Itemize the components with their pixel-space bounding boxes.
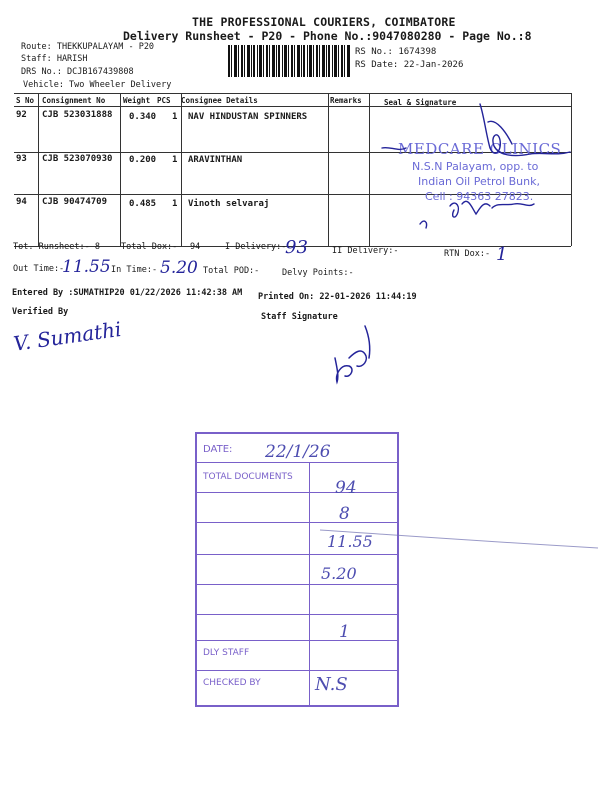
pencil-stroke — [320, 500, 600, 560]
total-dox-label: Total Dox:- — [121, 242, 178, 252]
box-stamp-runsheet-value: 8 — [339, 504, 350, 524]
box-stamp-date-label: DATE: — [203, 444, 233, 455]
table-row-sno: 92 — [16, 110, 27, 120]
runsheet-subtitle: Delivery Runsheet - P20 - Phone No.:9047080280 - Page No.:8 — [123, 29, 532, 43]
company-title: THE PROFESSIONAL COURIERS, COIMBATORE — [192, 15, 456, 29]
col-header-sno: S No — [16, 96, 35, 105]
box-stamp-divider — [197, 462, 397, 463]
vehicle-label: Vehicle: Two Wheeler Delivery — [23, 80, 172, 90]
table-row-sno: 94 — [16, 197, 27, 207]
table-col-line — [369, 93, 370, 246]
box-stamp-divider — [197, 640, 397, 641]
ii-delivery-label: II Delivery:- — [332, 246, 399, 256]
col-header-weight: Weight — [123, 96, 151, 105]
table-row-consignment: CJB 523070930 — [42, 154, 113, 164]
col-header-remarks: Remarks — [330, 96, 362, 105]
box-stamp-divider — [197, 614, 397, 615]
seal-stamp-line2: Indian Oil Petrol Bunk, — [418, 175, 540, 188]
box-stamp-rtn-value: 1 — [339, 622, 350, 642]
table-row-pcs: 1 — [172, 112, 178, 122]
box-stamp-total-docs-value: 94 — [335, 478, 357, 498]
drs-number: DRS No.: DCJB167439808 — [21, 67, 134, 77]
i-delivery-label: I Delivery:- — [225, 242, 287, 252]
out-time-handwritten: 11.55 — [62, 257, 111, 277]
table-col-line — [328, 93, 329, 246]
rs-number: RS No.: 1674398 — [355, 47, 437, 57]
rtn-dox-label: RTN Dox:- — [444, 249, 491, 259]
box-stamp-divider — [197, 670, 397, 671]
i-delivery-handwritten: 93 — [285, 237, 308, 258]
table-row-consignment: CJB 90474709 — [42, 197, 108, 207]
in-time-label: In Time:- — [111, 265, 158, 275]
in-time-handwritten: 5.20 — [160, 258, 198, 278]
table-col-line — [181, 93, 182, 246]
table-col-line — [38, 93, 39, 246]
table-row-pcs: 1 — [172, 155, 178, 165]
table-row-consignee: Vinoth selvaraj — [188, 199, 270, 209]
box-stamp-checked-value: N.S — [315, 674, 348, 695]
table-row-weight: 0.340 — [129, 112, 157, 122]
rtn-dox-handwritten: 1 — [496, 244, 508, 265]
box-stamp-out-time-value: 11.55 — [327, 532, 373, 551]
seal-stamp-name: MEDCARE CLINICS — [398, 140, 562, 158]
table-row-consignee: NAV HINDUSTAN SPINNERS — [188, 112, 308, 122]
table-col-line — [120, 93, 121, 246]
verified-by-label: Verified By — [12, 307, 69, 317]
col-header-consignee: Consignee Details — [181, 96, 258, 105]
total-dox-value: 94 — [190, 242, 201, 252]
staff-label: Staff: HARISH — [21, 54, 88, 64]
staff-signature-scribble — [325, 318, 385, 388]
tot-runsheet: Tot. Runsheet:- 8 — [13, 242, 100, 252]
box-stamp-in-time-value: 5.20 — [321, 564, 357, 583]
box-stamp-divider — [197, 492, 397, 493]
out-time-label: Out Time:- — [13, 264, 65, 274]
route-label: Route: THEKKUPALAYAM - P20 — [21, 42, 155, 52]
seal-stamp-line3: Cell : 94363 27823. — [425, 190, 534, 203]
printed-on: Printed On: 22-01-2026 11:44:19 — [258, 292, 417, 302]
table-row-weight: 0.200 — [129, 155, 157, 165]
barcode — [228, 45, 350, 77]
rs-date: RS Date: 22-Jan-2026 — [355, 60, 464, 70]
total-pod-label: Total POD:- — [203, 266, 260, 276]
box-stamp-dly-staff-label: DLY STAFF — [203, 648, 250, 658]
entered-by: Entered By :SUMATHIP20 01/22/2026 11:42:38 AM — [12, 288, 243, 298]
delvy-points-label: Delvy Points:- — [282, 268, 354, 278]
table-top-line — [14, 93, 571, 94]
staff-signature-label: Staff Signature — [261, 312, 338, 322]
box-stamp-date-value: 22/1/26 — [265, 442, 331, 462]
table-row-pcs: 1 — [172, 199, 178, 209]
box-stamp-col-line — [309, 462, 310, 707]
box-stamp-checked-label: CHECKED BY — [203, 678, 261, 688]
box-stamp-divider — [197, 584, 397, 585]
col-header-pcs: PCS — [157, 96, 171, 105]
box-stamp — [195, 432, 399, 707]
box-stamp-total-docs-label: TOTAL DOCUMENTS — [203, 472, 293, 482]
table-row-consignee: ARAVINTHAN — [188, 155, 243, 165]
table-row-consignment: CJB 523031888 — [42, 110, 113, 120]
consignee-signature — [380, 96, 580, 241]
col-header-consignment: Consignment No — [42, 96, 106, 105]
col-header-seal: Seal & Signature — [384, 98, 457, 107]
verified-signature: V. Sumathi — [12, 316, 123, 356]
table-row-sno: 93 — [16, 154, 27, 164]
seal-stamp-line1: N.S.N Palayam, opp. to — [412, 160, 539, 173]
table-row-weight: 0.485 — [129, 199, 157, 209]
